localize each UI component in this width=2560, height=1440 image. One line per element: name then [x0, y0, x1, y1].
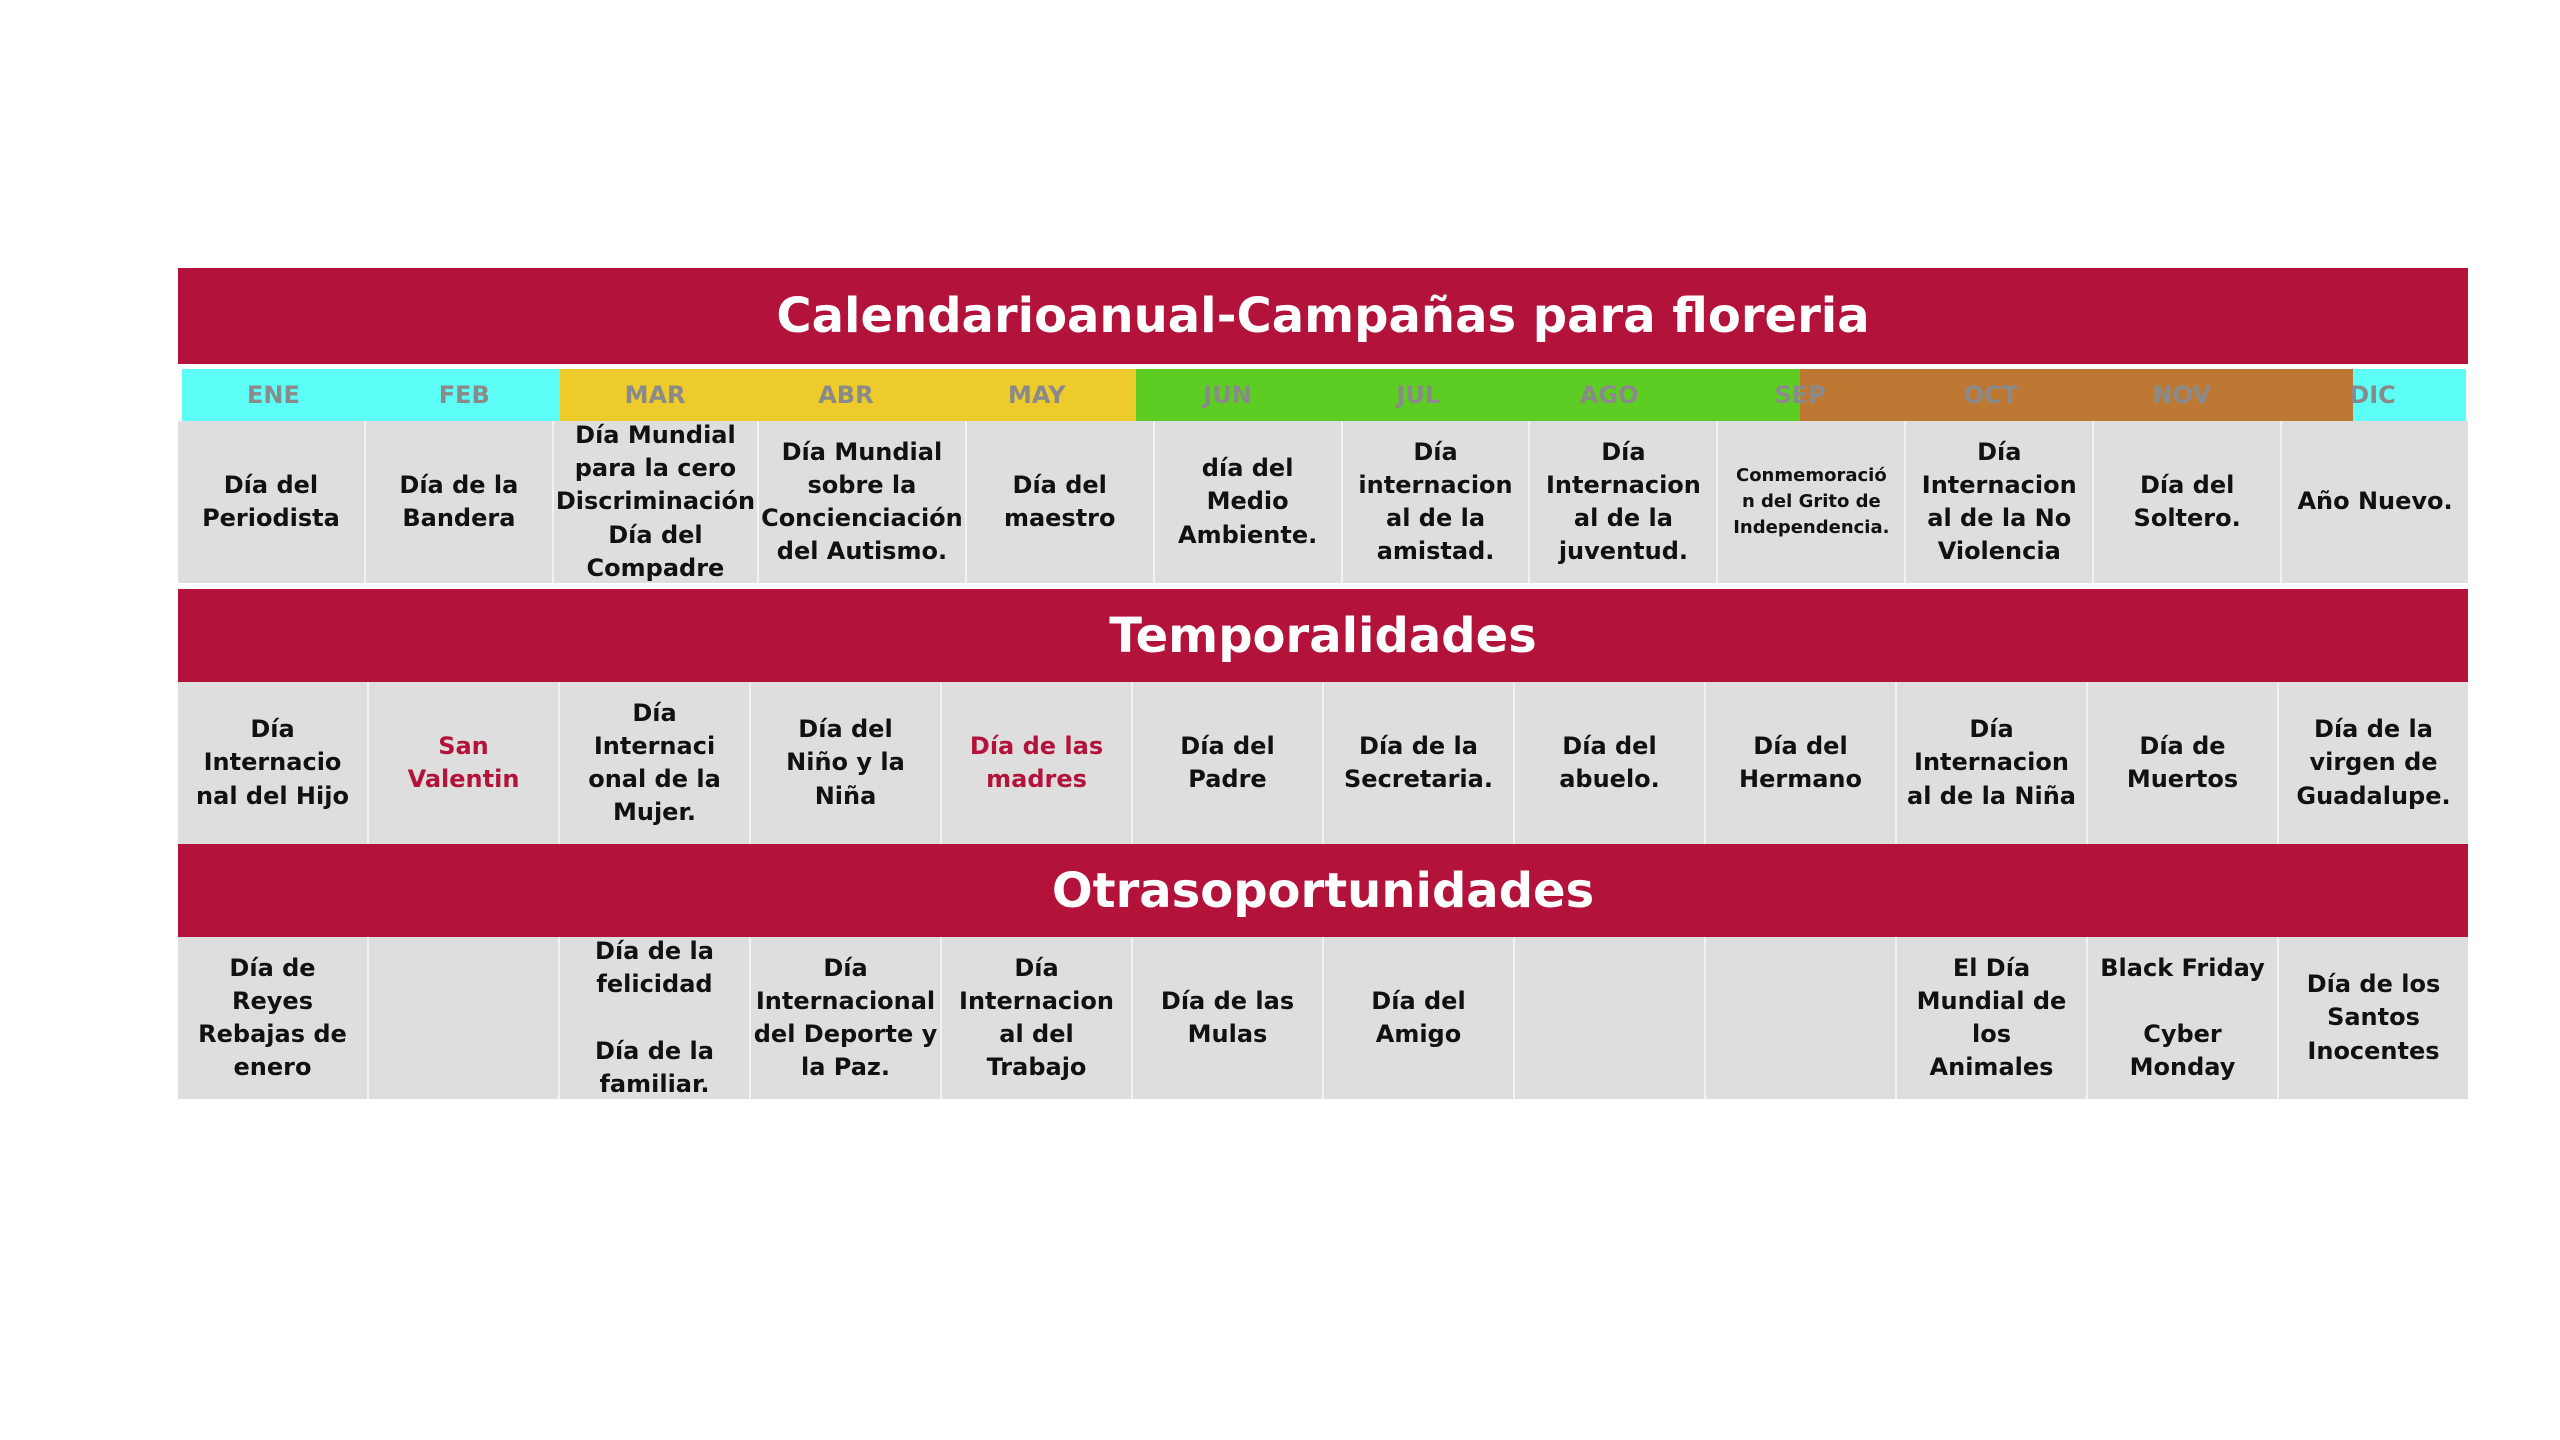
row2-cell-mar: Día Internaci onal de la Mujer. — [558, 682, 749, 844]
month-may: MAY — [1007, 381, 1066, 409]
row2-cell-jul: Día de la Secretaria. — [1322, 682, 1513, 844]
row3-cell-oct: El Día Mundial de los Animales — [1895, 937, 2086, 1099]
month-sep: SEP — [1774, 381, 1826, 409]
row3-cell-ago — [1513, 937, 1704, 1099]
section-title-otras-oportunidades: Otrasoportunidades — [178, 844, 2468, 937]
calendar-title: Calendarioanual-Campañas para floreria — [178, 268, 2468, 364]
month-labels — [178, 369, 2468, 421]
row1-cell-feb: Día de la Bandera — [364, 421, 552, 583]
month-feb: FEB — [438, 381, 490, 409]
row2-cell-sep: Día del Hermano — [1704, 682, 1895, 844]
month-mar: MAR — [624, 381, 686, 409]
month-jul: JUL — [1396, 381, 1441, 409]
row3-cell-nov: Black Friday Cyber Monday — [2086, 937, 2277, 1099]
row1-cell-jul: Día internacion al de la amistad. — [1341, 421, 1529, 583]
campaign-calendar — [178, 268, 2468, 1099]
row1-cell-ene: Día del Periodista — [202, 470, 340, 532]
row2-cell-oct: Día Internacion al de la Niña — [1895, 682, 2086, 844]
row3-cell-dic: Día de los Santos Inocentes — [2277, 937, 2468, 1099]
section-title-temporalidades: Temporalidades — [178, 589, 2468, 682]
row3-cell-mar: Día de la felicidad Día de la familiar. — [558, 937, 749, 1099]
row1-cell-jun: día del Medio Ambiente. — [1153, 421, 1341, 583]
row3-cell-jun: Día de las Mulas — [1131, 937, 1322, 1099]
row3-cell-jul: Día del Amigo — [1322, 937, 1513, 1099]
month-jun: JUN — [1203, 381, 1252, 409]
row3-cell-ene: Día de Reyes Rebajas de enero — [198, 953, 347, 1082]
row2-cell-abr: Día del Niño y la Niña — [749, 682, 940, 844]
row2-cell-nov: Día de Muertos — [2086, 682, 2277, 844]
row3-cell-abr: Día Internacional del Deporte y la Paz. — [749, 937, 940, 1099]
row1-cell-sep: Conmemoració n del Grito de Independencia. — [1716, 421, 1904, 583]
row2-cell-may: Día de las madres — [940, 682, 1131, 844]
row2-cell-ene: Día Internacio nal del Hijo — [196, 715, 349, 810]
row3-cell-sep — [1704, 937, 1895, 1099]
fechas-row — [178, 421, 2468, 583]
row1-cell-dic: Año Nuevo. — [2280, 421, 2468, 583]
row1-cell-may: Día del maestro — [965, 421, 1153, 583]
row2-cell-jun: Día del Padre — [1131, 682, 1322, 844]
month-nov: NOV — [2152, 381, 2211, 409]
row2-cell-ago: Día del abuelo. — [1513, 682, 1704, 844]
row3-cell-feb — [367, 937, 558, 1099]
row1-cell-mar: Día Mundial para la cero Discriminación Día del Compadre — [552, 421, 757, 583]
month-oct: OCT — [1963, 381, 2019, 409]
month-ene: ENE — [246, 381, 300, 409]
row2-cell-feb: San Valentin — [367, 682, 558, 844]
row1-cell-nov: Día del Soltero. — [2092, 421, 2280, 583]
temporalidades-row — [178, 682, 2468, 844]
month-dic: DIC — [2349, 381, 2396, 409]
row3-cell-may: Día Internacion al del Trabajo — [940, 937, 1131, 1099]
month-header-row — [178, 364, 2468, 421]
row1-cell-abr: Día Mundial sobre la Concienciación del Autismo. — [757, 421, 965, 583]
row2-cell-dic: Día de la virgen de Guadalupe. — [2277, 682, 2468, 844]
month-ago: AGO — [1579, 381, 1639, 409]
month-abr: ABR — [818, 381, 874, 409]
row1-cell-oct: Día Internacion al de la No Violencia — [1904, 421, 2092, 583]
row1-cell-ago: Día Internacion al de la juventud. — [1528, 421, 1716, 583]
otras-oportunidades-row — [178, 937, 2468, 1099]
